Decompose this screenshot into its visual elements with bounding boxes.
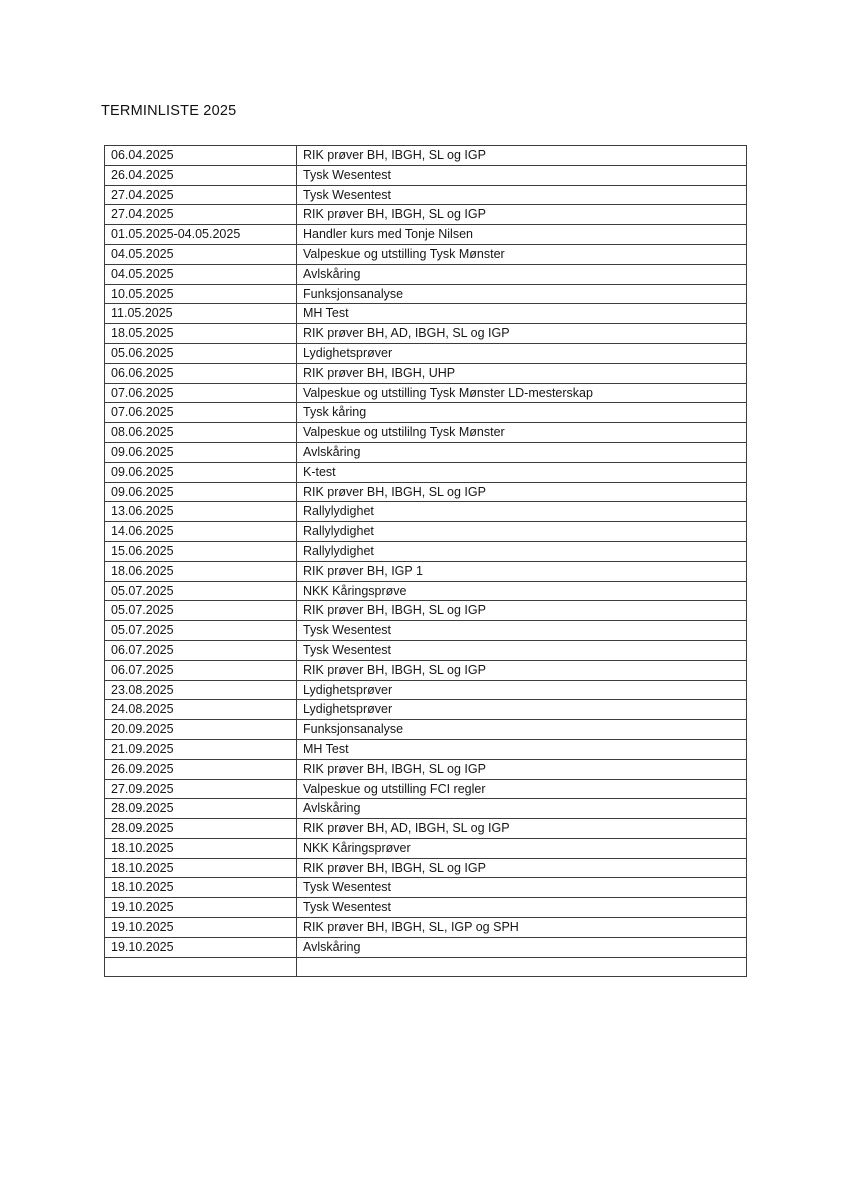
event-date-cell: 24.08.2025 [105,700,297,720]
table-row [105,759,747,779]
event-date-cell: 27.04.2025 [105,205,297,225]
event-date-cell: 01.05.2025-04.05.2025 [105,225,297,245]
table-row [105,838,747,858]
table-row [105,779,747,799]
event-description-cell: RIK prøver BH, IBGH, SL og IGP [297,146,747,166]
event-description-cell: RIK prøver BH, IBGH, SL og IGP [297,601,747,621]
event-date-cell: 19.10.2025 [105,937,297,957]
event-date-cell: 27.04.2025 [105,185,297,205]
table-row [105,799,747,819]
event-date-cell: 15.06.2025 [105,541,297,561]
event-description-cell: RIK prøver BH, IBGH, UHP [297,363,747,383]
event-description-cell: NKK Kåringsprøve [297,581,747,601]
event-description-cell: K-test [297,462,747,482]
event-date-cell: 18.10.2025 [105,838,297,858]
table-row [105,739,747,759]
table-row [105,878,747,898]
event-date-cell: 05.07.2025 [105,621,297,641]
event-date-cell [105,957,297,977]
event-date-cell: 09.06.2025 [105,442,297,462]
event-date-cell: 18.10.2025 [105,878,297,898]
event-description-cell: Tysk Wesentest [297,898,747,918]
event-date-cell: 13.06.2025 [105,502,297,522]
event-description-cell: Tysk Wesentest [297,621,747,641]
table-row [105,660,747,680]
table-row [105,244,747,264]
event-date-cell: 10.05.2025 [105,284,297,304]
table-row [105,541,747,561]
event-description-cell: RIK prøver BH, IBGH, SL og IGP [297,858,747,878]
event-description-cell: Funksjonsanalyse [297,284,747,304]
event-description-cell: RIK prøver BH, IBGH, SL, IGP og SPH [297,918,747,938]
event-description-cell: RIK prøver BH, IBGH, SL og IGP [297,660,747,680]
table-row [105,383,747,403]
event-date-cell: 06.04.2025 [105,146,297,166]
event-description-cell: Handler kurs med Tonje Nilsen [297,225,747,245]
table-row [105,858,747,878]
event-description-cell: Lydighetsprøver [297,700,747,720]
event-description-cell: Tysk Wesentest [297,185,747,205]
event-date-cell: 18.06.2025 [105,561,297,581]
event-description-cell: Rallylydighet [297,502,747,522]
event-date-cell: 11.05.2025 [105,304,297,324]
table-row [105,581,747,601]
table-row [105,284,747,304]
table-row [105,423,747,443]
event-description-cell: RIK prøver BH, IBGH, SL og IGP [297,205,747,225]
event-description-cell: Rallylydighet [297,522,747,542]
table-row [105,918,747,938]
event-description-cell: Tysk kåring [297,403,747,423]
table-row [105,957,747,977]
event-description-cell: Tysk Wesentest [297,878,747,898]
event-description-cell: Valpeskue og utstililng Tysk Mønster [297,423,747,443]
table-row [105,700,747,720]
event-description-cell: Tysk Wesentest [297,640,747,660]
event-date-cell: 05.07.2025 [105,601,297,621]
table-row [105,522,747,542]
table-row [105,720,747,740]
table-row [105,640,747,660]
events-table [104,145,747,977]
events-table-body [105,146,747,977]
table-row [105,403,747,423]
table-row [105,304,747,324]
event-description-cell: MH Test [297,739,747,759]
event-description-cell [297,957,747,977]
table-row [105,561,747,581]
event-description-cell: Funksjonsanalyse [297,720,747,740]
event-date-cell: 18.10.2025 [105,858,297,878]
event-description-cell: Avlskåring [297,937,747,957]
event-date-cell: 18.05.2025 [105,324,297,344]
page-title: TERMINLISTE 2025 [101,103,237,119]
event-date-cell: 26.04.2025 [105,165,297,185]
event-date-cell: 06.06.2025 [105,363,297,383]
event-description-cell: RIK prøver BH, IGP 1 [297,561,747,581]
event-date-cell: 06.07.2025 [105,640,297,660]
event-description-cell: Tysk Wesentest [297,165,747,185]
table-row [105,185,747,205]
event-description-cell: MH Test [297,304,747,324]
event-description-cell: Avlskåring [297,264,747,284]
event-date-cell: 05.06.2025 [105,343,297,363]
event-description-cell: Valpeskue og utstilling Tysk Mønster [297,244,747,264]
event-date-cell: 26.09.2025 [105,759,297,779]
table-row [105,324,747,344]
event-date-cell: 09.06.2025 [105,462,297,482]
table-row [105,601,747,621]
event-date-cell: 27.09.2025 [105,779,297,799]
event-description-cell: Lydighetsprøver [297,680,747,700]
event-date-cell: 09.06.2025 [105,482,297,502]
table-row [105,502,747,522]
event-date-cell: 08.06.2025 [105,423,297,443]
event-date-cell: 28.09.2025 [105,819,297,839]
event-description-cell: NKK Kåringsprøver [297,838,747,858]
event-date-cell: 07.06.2025 [105,383,297,403]
table-row [105,937,747,957]
event-description-cell: Avlskåring [297,442,747,462]
table-row [105,442,747,462]
table-row [105,898,747,918]
event-description-cell: Rallylydighet [297,541,747,561]
event-date-cell: 04.05.2025 [105,264,297,284]
event-date-cell: 20.09.2025 [105,720,297,740]
table-row [105,462,747,482]
table-row [105,343,747,363]
event-date-cell: 28.09.2025 [105,799,297,819]
table-row [105,680,747,700]
event-date-cell: 06.07.2025 [105,660,297,680]
event-date-cell: 05.07.2025 [105,581,297,601]
table-row [105,621,747,641]
table-row [105,482,747,502]
event-date-cell: 07.06.2025 [105,403,297,423]
event-description-cell: Valpeskue og utstilling Tysk Mønster LD-mesterskap [297,383,747,403]
table-row [105,225,747,245]
table-row [105,363,747,383]
event-description-cell: Valpeskue og utstilling FCI regler [297,779,747,799]
table-row [105,264,747,284]
event-description-cell: RIK prøver BH, IBGH, SL og IGP [297,482,747,502]
table-row [105,205,747,225]
table-row [105,165,747,185]
event-date-cell: 19.10.2025 [105,898,297,918]
event-description-cell: Avlskåring [297,799,747,819]
event-description-cell: RIK prøver BH, AD, IBGH, SL og IGP [297,324,747,344]
table-row [105,819,747,839]
event-date-cell: 21.09.2025 [105,739,297,759]
event-date-cell: 14.06.2025 [105,522,297,542]
event-description-cell: RIK prøver BH, AD, IBGH, SL og IGP [297,819,747,839]
event-description-cell: Lydighetsprøver [297,343,747,363]
event-date-cell: 04.05.2025 [105,244,297,264]
event-date-cell: 23.08.2025 [105,680,297,700]
event-date-cell: 19.10.2025 [105,918,297,938]
event-description-cell: RIK prøver BH, IBGH, SL og IGP [297,759,747,779]
table-row [105,146,747,166]
